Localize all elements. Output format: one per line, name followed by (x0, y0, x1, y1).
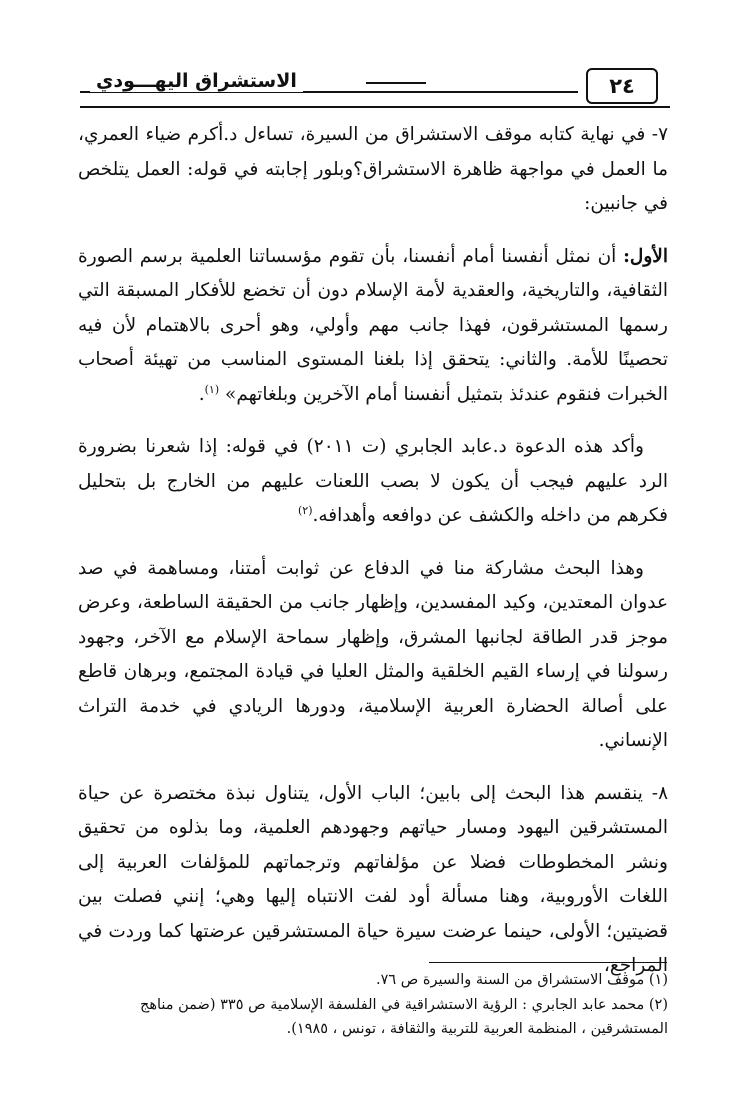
paragraph-first-aspect (78, 240, 668, 413)
paragraph-8 (78, 777, 668, 984)
paragraph-text: أن نمثل أنفسنا أمام أنفسنا، بأن تقوم مؤسساتنا العلمية برسم الصورة الثقافية، والتاريخية، والعقدية لأمة الإسلام دون أن تخضع للأفكار المسبقة التي رسمها المستشرقون، فهذا جانب مهم وأولي، وهو أحرى بالاهتمام لأن فيه تحصينًا للأمة. والثاني: يتحقق إذا بلغنا المستوى المناسب من تهيئة أصحاب الخبرات فنقوم عندئذ بتمثيل أنفسنا أمام الآخرين وبلغاتهم» (78, 245, 668, 405)
paragraph-text: ٧- في نهاية كتابه موقف الاستشراق من السيرة، تساءل د.أكرم ضياء العمري، ما العمل في مواجهة ظاهرة الاستشراق؟وبلور إجابته في قوله: العمل يتلخص في جانبين: (78, 124, 668, 214)
footnotes (60, 968, 668, 1042)
page-header (80, 68, 670, 108)
page-number: ٢٤ (586, 68, 658, 104)
paragraph-jabri (78, 430, 668, 534)
header-dash (366, 82, 426, 84)
running-title: الاستشراق اليهـــودي (90, 70, 303, 92)
paragraph-research (78, 552, 668, 759)
paragraph-text: وهذا البحث مشاركة منا في الدفاع عن ثوابت أمتنا، ومساهمة في صد عدوان المعتدين، وكيد المفسدين، وإظهار جانب من الحقيقة الساطعة، وعرض موجز قدر الطاقة لجانبها المشرق، وإظهار سماحة الإسلام مع الآخر، وجهود رسولنا في إرساء القيم الخلقية والمثل العليا في قيادة المجتمع، وبرهان قاطع على أصالة الحضارة العربية الإسلامية، ودورها الريادي في خدمة التراث الإنساني. (78, 557, 668, 751)
footnote-marker-2: (٢) (297, 503, 313, 517)
paragraph-text: ٨- ينقسم هذا البحث إلى بابين؛ الباب الأول، يتناول نبذة مختصرة عن حياة المستشرقين اليهود ومسار حياتهم وجهودهم العلمية، وما بذلوه من تحقيق ونشر المخطوطات فضلا عن مؤلفاتهم وترجماتهم للمؤلفات العربية إلى اللغات الأوروبية، وهنا مسألة أود لفت الانتباه إليها وهي؛ إنني فصلت بين قضيتين؛ الأولى، حينما عرضت سيرة حياة المستشرقين عرضتها كما وردت في المراجع، (78, 782, 668, 976)
paragraph-7 (78, 118, 668, 222)
paragraph-tail: . (198, 383, 205, 405)
footnote-2: (٢) محمد عابد الجابري : الرؤية الاستشراقية في الفلسفة الإسلامية ص ٣٣٥ (ضمن مناهج المستشرقين ، المنظمة العربية للتربية والثقافة ، تونس ، ١٩٨٥). (139, 997, 668, 1037)
footnote-1: (١) موقف الاستشراق من السنة والسيرة ص ٧٦. (375, 972, 668, 988)
footnote-marker-1: (١) (204, 382, 220, 396)
paragraph-lead: الأول: (623, 245, 668, 267)
main-text (78, 118, 668, 1002)
footnote-separator (429, 962, 667, 963)
header-underline (80, 106, 670, 108)
paragraph-text: وأكد هذه الدعوة د.عابد الجابري (ت ٢٠١١) في قوله: إذا شعرنا بضرورة الرد عليهم فيجب أن يكون لا بصب اللعنات عليهم من الخارج بل بتحليل فكرهم من داخله والكشف عن دوافعه وأهدافه. (78, 436, 668, 526)
